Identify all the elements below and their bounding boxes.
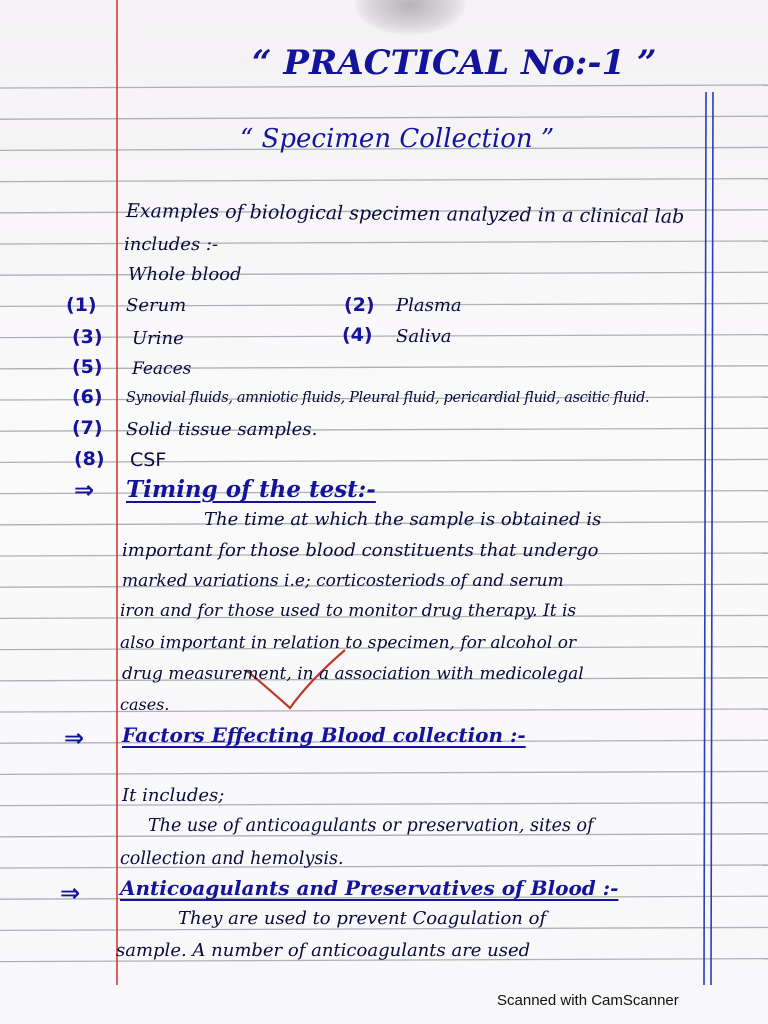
list-number-5: (5): [72, 356, 103, 378]
intro-line-1: Examples of biological specimen analyzed in a clinical lab: [125, 200, 685, 228]
rule-line: [0, 771, 768, 774]
list-item-plasma: Plasma: [396, 295, 462, 316]
rule-line: [0, 428, 768, 431]
list-number-3: (3): [72, 326, 103, 348]
rule-line: [0, 303, 768, 306]
intro-line-3: Whole blood: [128, 264, 242, 285]
timing-line-5: also important in relation to specimen, for alcohol or: [120, 633, 577, 653]
list-number-8: (8): [74, 448, 105, 470]
factors-line-1: It includes;: [122, 785, 225, 806]
list-number-4: (4): [342, 324, 373, 346]
intro-line-2: includes :-: [124, 234, 219, 255]
list-item-fluids: Synovial fluids, amniotic fluids, Pleural fluid, pericardial fluid, ascitic fluid.: [126, 390, 650, 406]
timing-line-7: cases.: [120, 695, 170, 714]
list-item-urine: Urine: [132, 328, 184, 349]
right-margin-line: [704, 92, 706, 985]
list-number-6: (6): [72, 386, 103, 408]
timing-line-3: marked variations i.e; corticosteriods of and serum: [122, 571, 564, 591]
rule-line: [0, 491, 768, 494]
rule-line: [0, 459, 768, 462]
rule-line: [0, 865, 768, 868]
rule-line: [0, 709, 768, 712]
section-heading-anticoagulants: Anticoagulants and Preservatives of Blood :-: [120, 876, 619, 900]
right-margin-line: [711, 92, 713, 985]
arrow-icon: ⇒: [74, 476, 95, 504]
timing-line-6: drug measurement, in a association with medicolegal: [122, 664, 584, 684]
timing-line-4: iron and for those used to monitor drug therapy. It is: [120, 601, 577, 621]
list-item-csf: CSF: [130, 449, 167, 471]
rule-line: [0, 803, 768, 806]
timing-line-2: important for those blood constituents that undergo: [122, 540, 599, 561]
list-number-2: (2): [344, 294, 375, 316]
rule-line: [0, 335, 768, 338]
list-item-serum: Serum: [126, 295, 187, 316]
rule-line: [0, 272, 768, 275]
list-number-7: (7): [72, 417, 103, 439]
factors-line-2: The use of anticoagulants or preservation, sites of: [148, 816, 594, 836]
rule-line: [0, 241, 768, 244]
arrow-icon: ⇒: [60, 879, 81, 907]
anticoagulants-line-2: sample. A number of anticoagulants are used: [116, 940, 531, 961]
scanner-watermark: Scanned with CamScanner: [497, 992, 679, 1009]
rule-line: [0, 366, 768, 369]
list-item-feaces: Feaces: [132, 359, 192, 379]
list-number-1: (1): [66, 294, 97, 316]
anticoagulants-line-1: They are used to prevent Coagulation of: [178, 908, 547, 929]
list-item-solid-tissue: Solid tissue samples.: [126, 419, 318, 440]
factors-line-3: collection and hemolysis.: [120, 849, 344, 869]
rule-line: [0, 179, 768, 182]
page-title: “ PRACTICAL No:-1 ”: [252, 43, 657, 83]
timing-line-1: The time at which the sample is obtained is: [204, 509, 602, 530]
rule-line: [0, 116, 768, 119]
section-heading-factors: Factors Effecting Blood collection :-: [122, 723, 526, 747]
rule-line: [0, 85, 768, 88]
list-item-saliva: Saliva: [396, 326, 452, 347]
arrow-icon: ⇒: [64, 724, 85, 752]
page-subtitle: “ Specimen Collection ”: [240, 124, 555, 154]
section-heading-timing: Timing of the test:-: [126, 476, 376, 503]
